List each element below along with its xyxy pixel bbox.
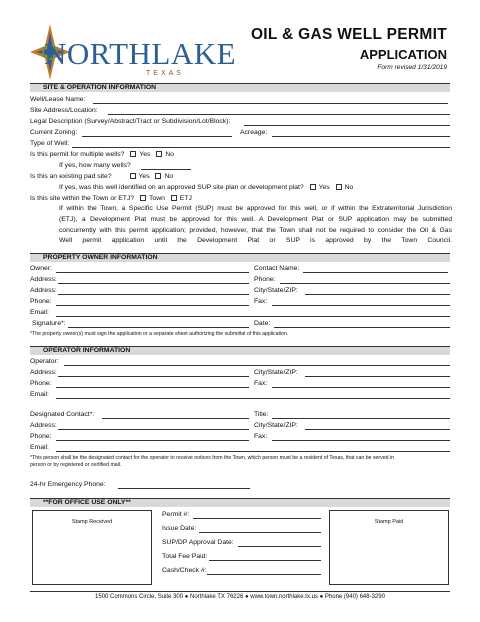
contact-title-label: Title:: [254, 411, 269, 418]
multiple-wells-question: Is this permit for multiple wells? Yes No: [30, 151, 175, 158]
designated-contact-note: *This person shall be the designated contact for the operator to receive notices from the Town, which person must be a resident of Texas, that can be served in person or by registered or certified mail.: [30, 455, 395, 468]
current-zoning-label: Current Zoning:: [30, 129, 78, 136]
logo-wordmark: NORTHLAKE: [44, 36, 237, 71]
multiple-no-checkbox[interactable]: [156, 151, 162, 157]
sup-yes-checkbox[interactable]: [310, 184, 316, 190]
stamp-paid-box: [329, 510, 449, 585]
owner-section-heading: PROPERTY OWNER INFORMATION: [30, 253, 450, 262]
how-many-wells-label: If yes, how many wells?: [59, 162, 131, 169]
revision-date: Form revised 1/31/2019: [377, 64, 447, 71]
contact-title-field[interactable]: [272, 411, 450, 419]
operator-city-field[interactable]: [305, 369, 450, 377]
cash-check-field[interactable]: [207, 567, 321, 575]
stamp-received-label: Stamp Received: [71, 519, 113, 525]
legal-description-field[interactable]: [244, 118, 450, 126]
owner-address2-label: Address:: [30, 287, 57, 294]
operator-address-field[interactable]: [58, 369, 249, 377]
contact-address-label: Address:: [30, 422, 57, 429]
etj-checkbox[interactable]: [171, 195, 177, 201]
operator-email-field[interactable]: [56, 391, 450, 399]
sup-no-checkbox[interactable]: [336, 184, 342, 190]
operator-label: Operator:: [30, 358, 59, 365]
contact-city-label: City/State/ZIP:: [254, 422, 298, 429]
acreage-field[interactable]: [272, 129, 450, 137]
existing-pad-question: Is this an existing pad site? Yes No: [30, 173, 174, 180]
form-subtitle: APPLICATION: [359, 47, 447, 62]
how-many-wells-field[interactable]: [141, 162, 191, 170]
operator-fax-label: Fax:: [254, 380, 268, 387]
stamp-paid-label: Stamp Paid: [374, 519, 404, 525]
owner-address-label: Address:: [30, 276, 57, 283]
contact-address-field[interactable]: [58, 422, 249, 430]
signature-date-label: Date:: [254, 320, 271, 327]
owner-field[interactable]: [56, 265, 249, 273]
designated-contact-field[interactable]: [102, 411, 249, 419]
sup-requirement-paragraph: If within the Town, a Specific Use Permit (SUP) must be approved for this well, or if within the Extraterritorial Jurisdiction (ETJ), a Development Plat must be approved for this well. A Development Plat or SUP application may be submitted concurrently with this permit application; provided, however, that the Town shall not be required to consider the Oil & Gas Well permit application until the Development Plat or SUP is approved by the Town Council.: [59, 205, 452, 245]
operator-phone-field[interactable]: [56, 380, 249, 388]
permit-number-field[interactable]: [193, 511, 321, 519]
contact-email-field[interactable]: [56, 444, 450, 452]
signature-label: Signature*:: [32, 320, 66, 327]
contact-name-label: Contact Name:: [254, 265, 300, 272]
logo-subtext: TEXAS: [146, 70, 184, 77]
operator-address-label: Address:: [30, 369, 57, 376]
permit-number-label: Permit #:: [162, 511, 190, 518]
contact-phone-field[interactable]: [56, 433, 249, 441]
site-address-label: Site Address/Location:: [30, 107, 98, 114]
operator-phone-label: Phone:: [30, 380, 52, 387]
footer-divider: [30, 591, 450, 592]
owner-fax-label: Fax:: [254, 298, 268, 305]
emergency-phone-field[interactable]: [118, 481, 250, 489]
signature-field[interactable]: [68, 320, 249, 328]
operator-fax-field[interactable]: [272, 380, 450, 388]
operator-city-label: City/State/ZIP:: [254, 369, 298, 376]
contact-fax-field[interactable]: [272, 433, 450, 441]
pad-no-checkbox[interactable]: [155, 173, 161, 179]
contact-phone-label: Phone:: [30, 433, 52, 440]
stamp-received-box: [32, 510, 152, 585]
form-title: OIL & GAS WELL PERMIT: [250, 26, 447, 43]
town-etj-question: Is this site within the Town or ETJ? Town ETJ: [30, 195, 192, 202]
operator-section-heading: OPERATOR INFORMATION: [30, 346, 450, 355]
owner-signature-note: *The property owner(s) must sign the application or a separate sheet authorizing the submittal of this application.: [30, 331, 289, 337]
contact-fax-label: Fax:: [254, 433, 268, 440]
approval-date-field[interactable]: [238, 539, 321, 547]
legal-description-label: Legal Description (Survey/Abstract/Tract or Subdivision/Lot/Block):: [30, 118, 231, 125]
owner-address-field[interactable]: [58, 276, 249, 284]
owner-city-label: City/State/ZIP:: [254, 287, 298, 294]
operator-field[interactable]: [64, 358, 450, 366]
owner-address2-field[interactable]: [58, 287, 249, 295]
contact-email-label: Email:: [30, 444, 49, 451]
pad-yes-checkbox[interactable]: [130, 173, 136, 179]
well-name-label: Well/Lease Name:: [30, 96, 86, 103]
multiple-yes-checkbox[interactable]: [130, 151, 136, 157]
owner-phone2-label: Phone:: [30, 298, 52, 305]
designated-contact-label: Designated Contact*:: [30, 411, 95, 418]
owner-city-field[interactable]: [305, 287, 450, 295]
site-address-field[interactable]: [108, 107, 450, 115]
town-checkbox[interactable]: [140, 195, 146, 201]
contact-city-field[interactable]: [305, 422, 450, 430]
current-zoning-field[interactable]: [82, 129, 232, 137]
cash-check-label: Cash/Check #:: [162, 567, 207, 574]
footer-contact: 1500 Commons Circle, Suite 300 ● Northlake TX 76226 ● www.town.northlake.tx.us ● Phone (940) 648-3290: [95, 594, 385, 600]
owner-label: Owner:: [30, 265, 52, 272]
contact-name-field[interactable]: [303, 265, 448, 273]
operator-email-label: Email:: [30, 391, 49, 398]
town-logo: [30, 20, 237, 82]
well-name-field[interactable]: [93, 96, 448, 104]
total-fee-field[interactable]: [209, 553, 321, 561]
owner-email-field[interactable]: [56, 309, 450, 317]
well-type-field[interactable]: [72, 140, 450, 148]
issue-date-field[interactable]: [199, 525, 321, 533]
signature-date-field[interactable]: [274, 320, 450, 328]
owner-fax-field[interactable]: [272, 298, 450, 306]
office-use-heading: **FOR OFFICE USE ONLY**: [30, 498, 450, 507]
emergency-phone-label: 24-hr Emergency Phone:: [30, 481, 106, 488]
approval-date-label: SUP/DP Approval Date:: [162, 539, 234, 546]
owner-phone2-field[interactable]: [56, 298, 249, 306]
pad-followup-question: If yes, was this well identified on an approved SUP site plan or development plat? Yes No: [59, 184, 354, 191]
owner-email-label: Email:: [30, 309, 49, 316]
owner-phone-label: Phone:: [254, 276, 276, 283]
issue-date-label: Issue Date:: [162, 525, 197, 532]
acreage-label: Acreage:: [240, 129, 268, 136]
total-fee-label: Total Fee Paid:: [162, 553, 208, 560]
site-section-heading: SITE & OPERATION INFORMATION: [30, 83, 450, 92]
owner-phone-field[interactable]: [280, 276, 450, 284]
well-type-label: Type of Well:: [30, 140, 70, 147]
